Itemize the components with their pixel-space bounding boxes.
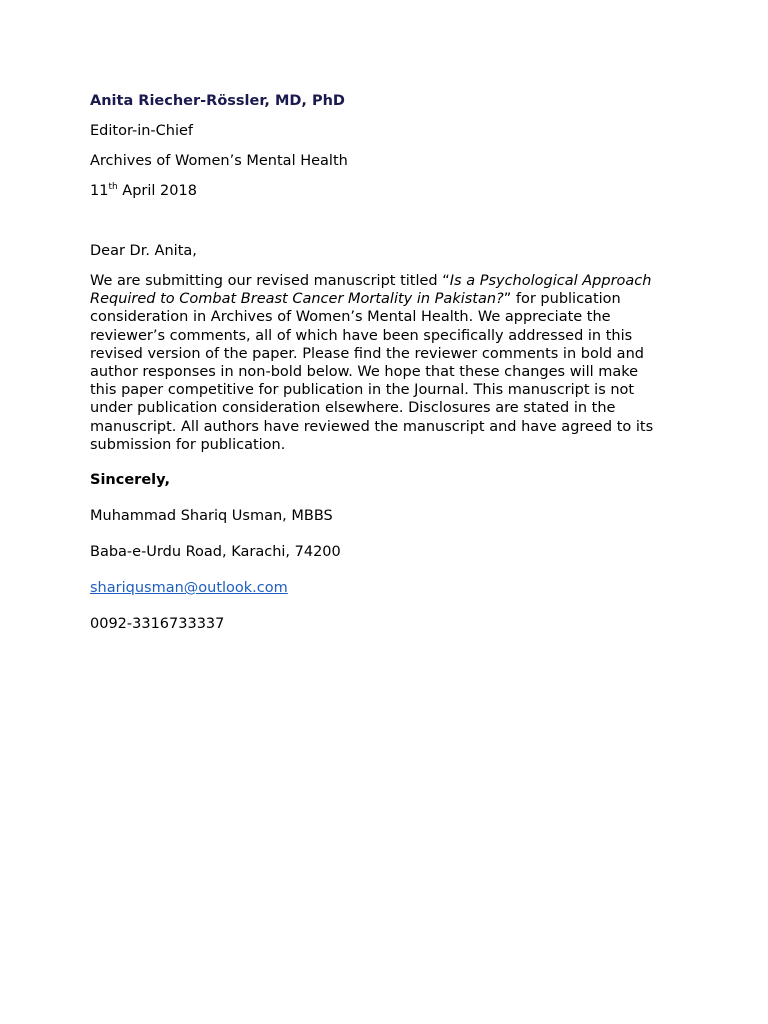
recipient-title: Editor-in-Chief bbox=[90, 123, 194, 139]
body-line: reviewer’s comments, all of which have been specifically addressed in this bbox=[90, 327, 633, 344]
body-line: author responses in non-bold below. We hope that these changes will make bbox=[90, 364, 639, 381]
body-text: ” for publication bbox=[503, 291, 621, 308]
closing: Sincerely, bbox=[90, 472, 170, 488]
date-day: 11 bbox=[90, 183, 109, 199]
signer-address: Baba-e-Urdu Road, Karachi, 74200 bbox=[90, 544, 341, 560]
body-text: We are submitting our revised manuscript titled “ bbox=[90, 273, 450, 289]
recipient-name: Anita Riecher-Rössler, MD, PhD bbox=[90, 93, 345, 109]
date-month-year: April 2018 bbox=[117, 183, 197, 199]
body-line: revised version of the paper. Please find the reviewer comments in bold and bbox=[90, 345, 644, 362]
body-line bbox=[90, 272, 690, 290]
journal-name: Archives of Women’s Mental Health bbox=[90, 153, 348, 169]
signer-name: Muhammad Shariq Usman, MBBS bbox=[90, 508, 333, 524]
body-line bbox=[90, 290, 690, 308]
body-line: consideration in Archives of Women’s Mental Health. We appreciate the bbox=[90, 309, 611, 326]
body-paragraph bbox=[90, 272, 690, 454]
body-line: under publication consideration elsewhere. Disclosures are stated in the bbox=[90, 400, 616, 417]
body-line: manuscript. All authors have reviewed the manuscript and have agreed to its bbox=[90, 418, 654, 435]
body-line: submission for publication. bbox=[90, 436, 286, 453]
manuscript-title: Required to Combat Breast Cancer Mortality in Pakistan? bbox=[90, 291, 504, 308]
body-line: this paper competitive for publication in the Journal. This manuscript is not bbox=[90, 382, 635, 399]
date-suffix: th bbox=[108, 182, 118, 193]
email-link[interactable]: shariqusman@outlook.com bbox=[90, 580, 288, 596]
letter-date bbox=[90, 182, 197, 200]
manuscript-title: Is a Psychological Approach bbox=[449, 273, 652, 289]
phone-number: 0092-3316733337 bbox=[90, 616, 225, 632]
salutation: Dear Dr. Anita, bbox=[90, 243, 197, 259]
